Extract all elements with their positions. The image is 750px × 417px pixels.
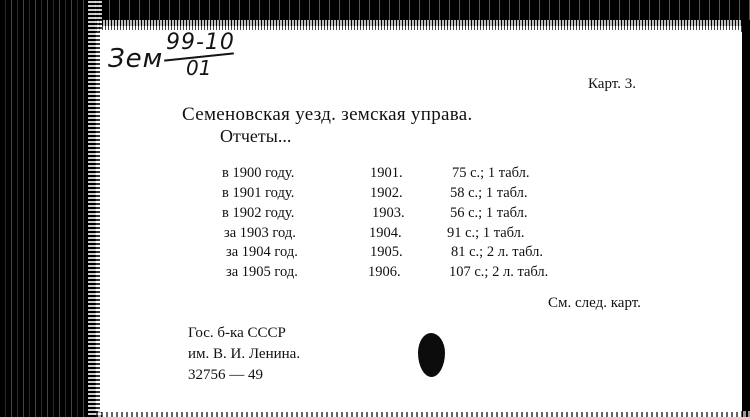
call-mark-numerator: 99-10 <box>166 30 235 55</box>
report-period: в 1900 году. <box>222 165 295 181</box>
report-year: 1906. <box>368 264 401 280</box>
library-inventory-number: 32756 — 49 <box>188 367 263 383</box>
call-mark-denominator: 01 <box>186 56 212 80</box>
report-row <box>226 264 606 284</box>
card-number: Карт. 3. <box>588 76 636 92</box>
call-mark-prefix: Зем <box>108 44 164 74</box>
report-volume: 75 с.; 1 табл. <box>452 165 530 181</box>
report-period: за 1903 год. <box>224 225 296 241</box>
scan-right-edge <box>742 20 750 417</box>
report-row <box>222 225 602 245</box>
scan-left-edge <box>0 0 96 417</box>
report-volume: 91 с.; 1 табл. <box>447 225 525 241</box>
report-row <box>224 244 604 264</box>
report-year: 1902. <box>370 185 403 201</box>
library-stamp <box>188 323 300 386</box>
report-volume: 107 с.; 2 л. табл. <box>449 264 549 280</box>
card-subtitle: Отчеты... <box>220 126 292 146</box>
report-row <box>222 205 602 225</box>
report-period: в 1902 году. <box>222 205 295 221</box>
report-volume: 58 с.; 1 табл. <box>450 185 528 201</box>
report-volume: 81 с.; 2 л. табл. <box>451 244 544 260</box>
report-row <box>222 185 602 205</box>
report-year: 1905. <box>370 244 403 260</box>
library-dedication: им. В. И. Ленина. <box>188 346 301 362</box>
report-volume: 56 с.; 1 табл. <box>450 205 528 221</box>
card-title: Семеновская уезд. земская управа. <box>182 104 473 125</box>
report-year: 1903. <box>372 205 405 221</box>
see-next-card: См. след. карт. <box>548 295 641 311</box>
report-year: 1904. <box>369 225 402 241</box>
report-year: 1901. <box>370 165 403 181</box>
library-name: Гос. б-ка СССР <box>188 325 286 341</box>
report-period: за 1905 год. <box>226 264 298 280</box>
report-period: за 1904 год. <box>226 244 298 260</box>
report-period: в 1901 году. <box>222 185 295 201</box>
report-row <box>222 165 602 185</box>
